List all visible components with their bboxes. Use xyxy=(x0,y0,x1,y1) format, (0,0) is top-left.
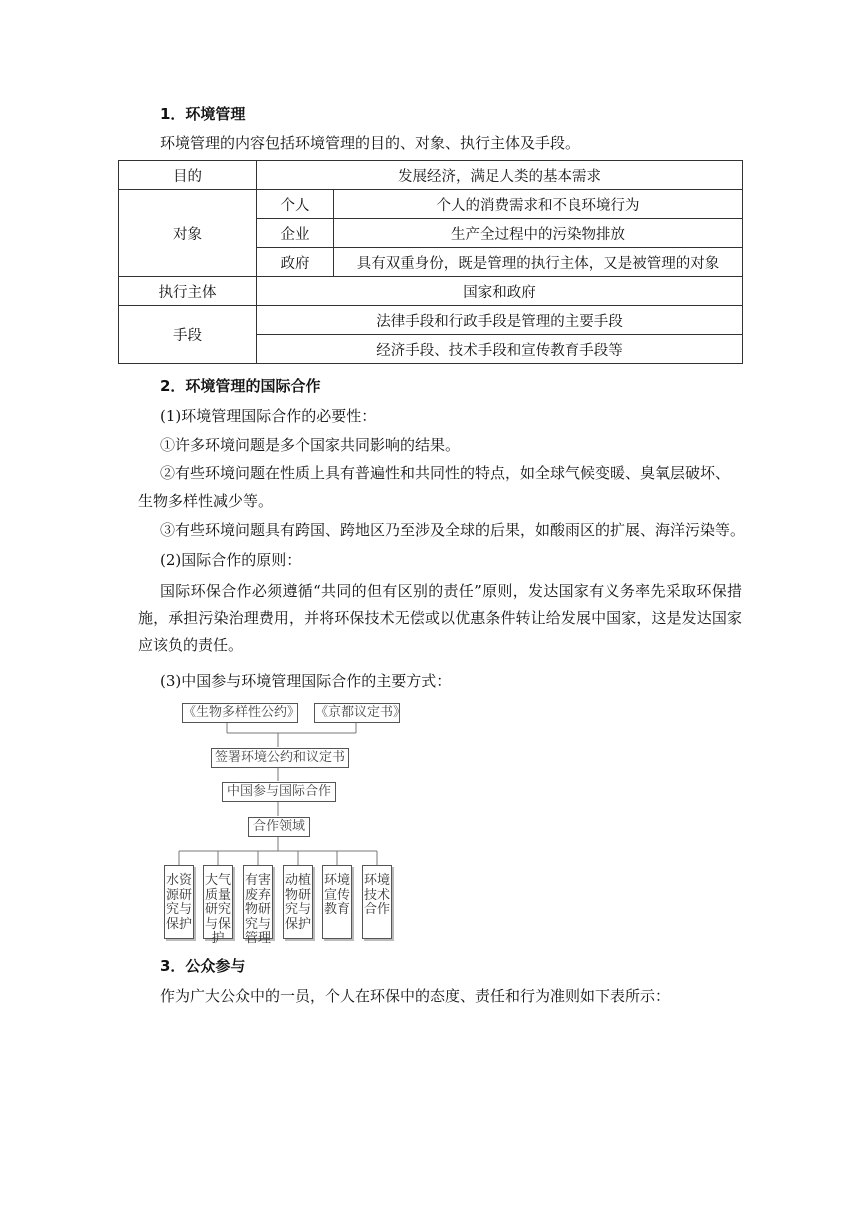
cell-object-desc: 生产全过程中的污染物排放 xyxy=(334,219,743,248)
cell-object-who: 政府 xyxy=(257,248,334,277)
cell-executor-value: 国家和政府 xyxy=(257,277,743,306)
area-water-box: 水资 源研 究与 保护 xyxy=(164,865,194,939)
area-education-box: 环境 宣传 教育 xyxy=(322,865,352,939)
convention-kyoto-box: 《京都议定书》 xyxy=(314,703,400,723)
area-waste-box: 有害 废弃 物研 究与 管理 xyxy=(243,865,273,939)
cell-purpose-value: 发展经济，满足人类的基本需求 xyxy=(257,161,743,190)
necessity-point-2-line1: ②有些环境问题在性质上具有普遍性和共同性的特点，如全球气候变暖、臭氧层破坏、 xyxy=(160,464,731,482)
cell-means-value: 经济手段、技术手段和宣传教育手段等 xyxy=(257,335,743,364)
table-row xyxy=(119,161,743,190)
cell-object-desc: 具有双重身份，既是管理的执行主体，又是被管理的对象 xyxy=(334,248,743,277)
cell-means-value: 法律手段和行政手段是管理的主要手段 xyxy=(257,306,743,335)
cell-means-label: 手段 xyxy=(119,306,257,364)
table-row xyxy=(119,306,743,335)
cell-object-label: 对象 xyxy=(119,190,257,277)
section2-heading: 2．环境管理的国际合作 xyxy=(160,377,321,395)
table-row xyxy=(119,277,743,306)
ways-title: (3)中国参与环境管理国际合作的主要方式： xyxy=(160,672,452,690)
management-table xyxy=(118,160,743,364)
convention-biodiversity-box: 《生物多样性公约》 xyxy=(182,703,298,723)
table-row xyxy=(119,190,743,219)
necessity-title: (1)环境管理国际合作的必要性： xyxy=(160,407,377,425)
section1-intro: 环境管理的内容包括环境管理的目的、对象、执行主体及手段。 xyxy=(160,134,581,152)
area-wildlife-box: 动植 物研 究与 保护 xyxy=(283,865,313,939)
section3-heading: 3．公众参与 xyxy=(160,957,246,975)
principle-text: 国际环保合作必须遵循“共同的但有区别的责任”原则，发达国家有义务率先采取环保措施，承担污染治理费用，并将环保技术无偿或以优惠条件转让给发展中国家，这是发达国家应该负的责任。 xyxy=(138,582,742,654)
section1-heading: 1．环境管理 xyxy=(160,105,246,123)
area-technology-box: 环境 技术 合作 xyxy=(362,865,392,939)
cooperation-diagram xyxy=(160,700,420,948)
necessity-point-3: ③有些环境问题具有跨国、跨地区乃至涉及全球的后果，如酸雨区的扩展、海洋污染等。 xyxy=(160,521,746,539)
cell-object-who: 个人 xyxy=(257,190,334,219)
section3-intro: 作为广大公众中的一员，个人在环保中的态度、责任和行为准则如下表所示： xyxy=(160,987,671,1005)
cell-object-desc: 个人的消费需求和不良环境行为 xyxy=(334,190,743,219)
sign-convention-box: 签署环境公约和议定书 xyxy=(211,748,349,768)
cell-executor-label: 执行主体 xyxy=(119,277,257,306)
principle-title: (2)国际合作的原则： xyxy=(160,551,302,569)
cell-object-who: 企业 xyxy=(257,219,334,248)
china-participate-box: 中国参与国际合作 xyxy=(222,782,336,802)
cooperation-fields-box: 合作领域 xyxy=(248,817,310,837)
necessity-point-2-line2: 生物多样性减少等。 xyxy=(138,492,274,510)
area-air-box: 大气 质量 研究 与保 护 xyxy=(203,865,233,939)
necessity-point-1: ①许多环境问题是多个国家共同影响的结果。 xyxy=(160,436,461,454)
cell-purpose-label: 目的 xyxy=(119,161,257,190)
